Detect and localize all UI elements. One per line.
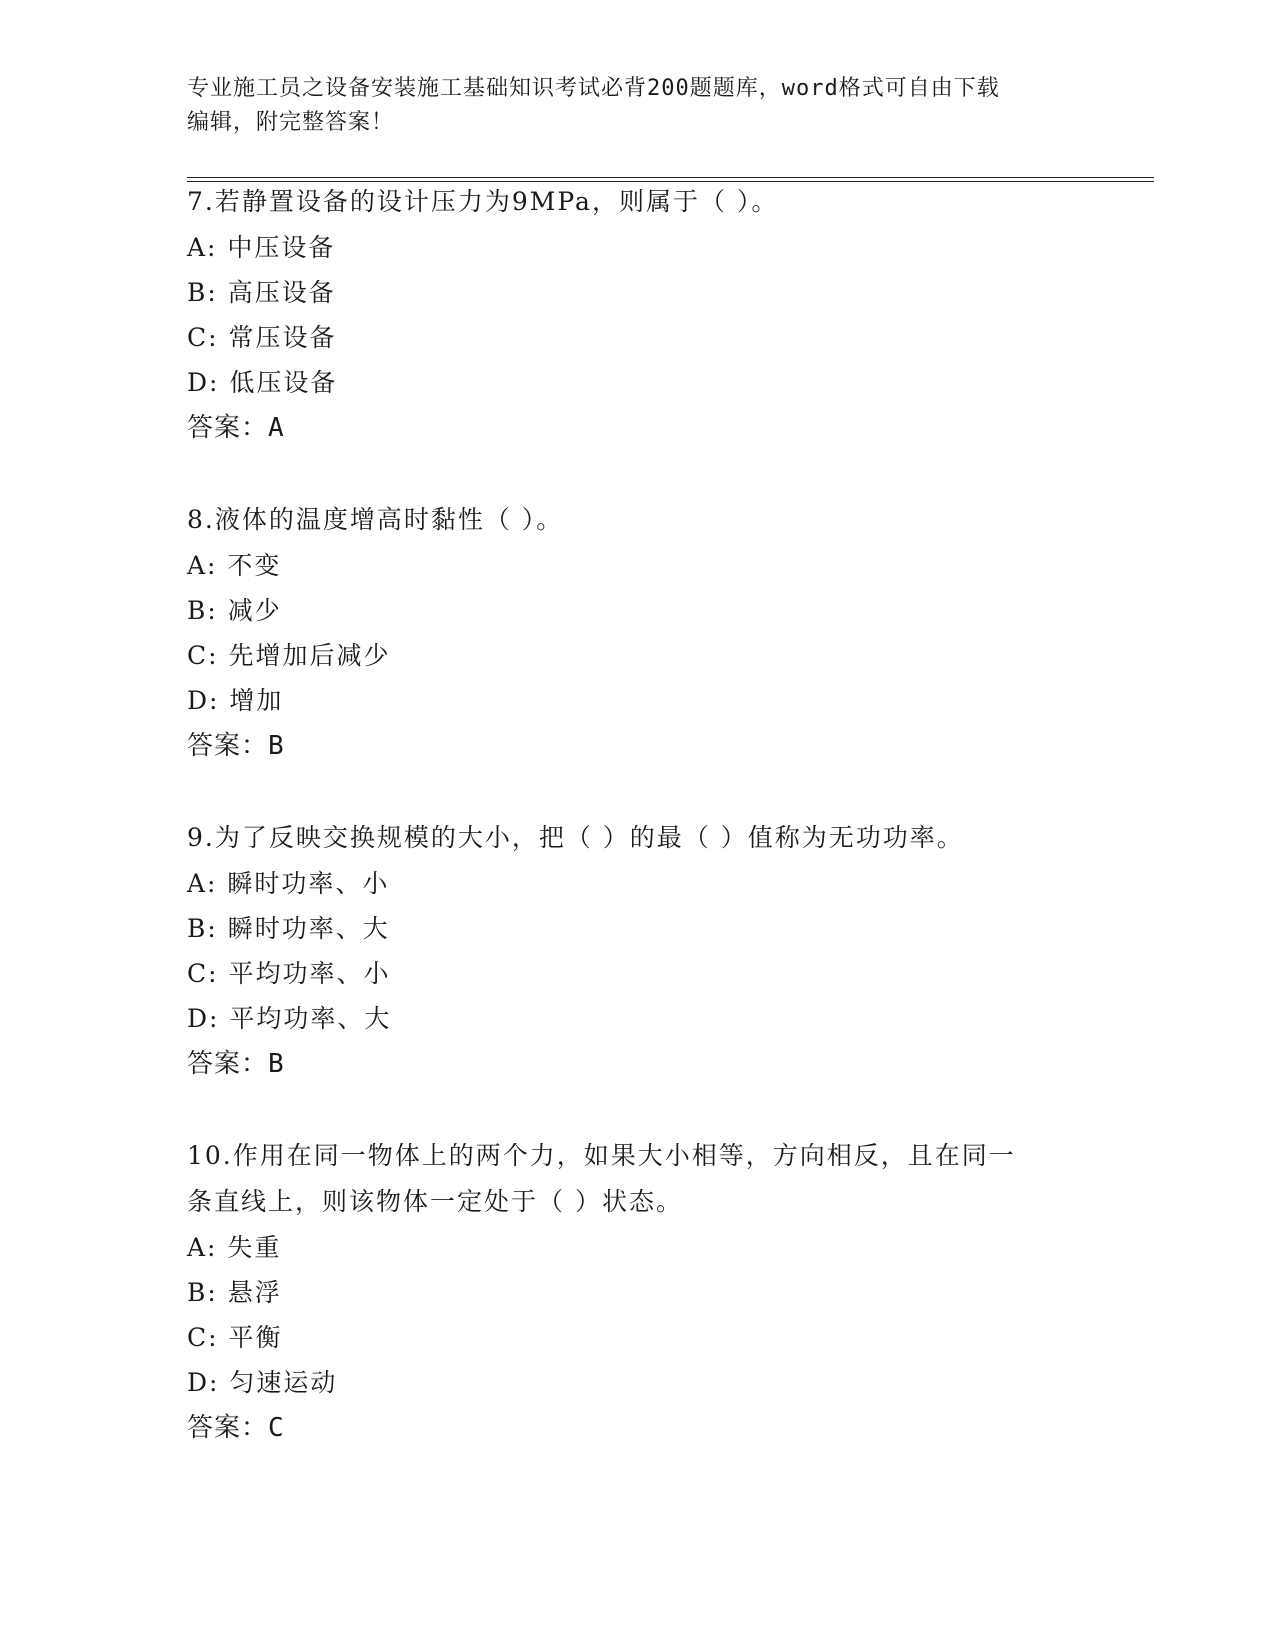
question-stem: 9.为了反映交换规模的大小，把（ ）的最（ ）值称为无功功率。 [187,823,964,852]
question-stem-line-2: 条直线上，则该物体一定处于（ ）状态。 [187,1187,683,1216]
option-b: B: 减少 [187,596,282,625]
option-b: B: 高压设备 [187,278,336,307]
answer: 答案：B [187,1049,285,1079]
option-a: A: 中压设备 [187,233,336,262]
option-c: C: 常压设备 [187,323,337,352]
option-d: D: 增加 [187,686,284,715]
answer: 答案：C [187,1413,285,1443]
answer: 答案：B [187,731,285,761]
question-stem: 8.液体的温度增高时黏性（ ）。 [187,505,564,534]
question-stem: 7.若静置设备的设计压力为9MPa，则属于（ ）。 [187,187,779,216]
question-9 [187,815,1087,1087]
option-d: D: 平均功率、大 [187,1004,392,1033]
option-d: D: 低压设备 [187,368,338,397]
option-d: D: 匀速运动 [187,1368,338,1397]
header-line-2: 编辑，附完整答案！ [187,110,395,135]
option-b: B: 悬浮 [187,1278,282,1307]
option-a: A: 不变 [187,551,282,580]
option-c: C: 先增加后减少 [187,641,391,670]
option-a: A: 失重 [187,1233,282,1262]
question-7 [187,179,1087,451]
question-8 [187,497,1087,769]
question-stem-line-1: 10.作用在同一物体上的两个力，如果大小相等，方向相反，且在同一 [187,1141,1016,1170]
question-10 [187,1133,1087,1451]
document-header [187,72,1067,140]
option-c: C: 平均功率、小 [187,959,391,988]
option-c: C: 平衡 [187,1323,283,1352]
answer: 答案：A [187,413,285,443]
header-line-1: 专业施工员之设备安装施工基础知识考试必背200题题库，word格式可自由下载 [187,76,1000,101]
option-a: A: 瞬时功率、小 [187,869,390,898]
option-b: B: 瞬时功率、大 [187,914,390,943]
